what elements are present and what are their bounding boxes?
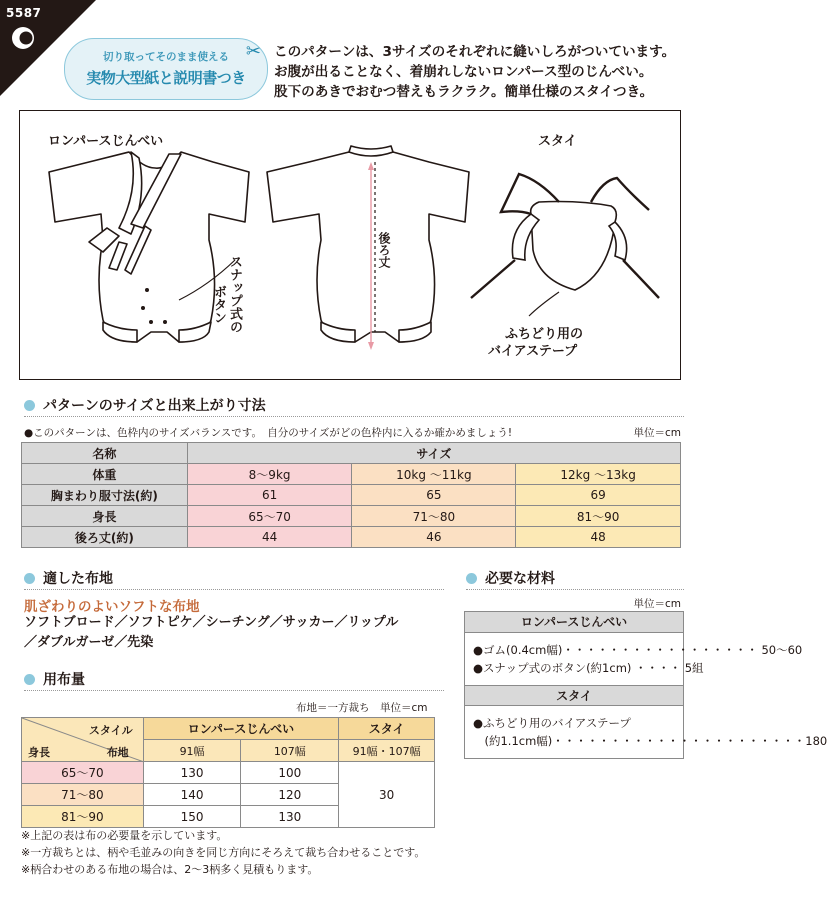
cell: 140	[143, 784, 241, 806]
size-heading-text: パターンのサイズと出来上がり寸法	[43, 398, 266, 414]
width-header: 91幅	[143, 740, 241, 762]
bib-yardage-cell: 30	[339, 762, 435, 828]
row-label: 胸まわり服寸法(約)	[22, 485, 188, 506]
section-divider	[466, 589, 684, 590]
intro-line: お腹が出ることなく、着崩れしないロンパース型のじんべい。	[274, 64, 653, 80]
fabric-list-line: ソフトブロード／ソフトピケ／シーチング／サッカー／リップル	[24, 615, 399, 630]
row-label: 身長	[22, 506, 188, 527]
size-note: ●このパターンは、色枠内のサイズバランスです。 自分のサイズがどの色枠内に入るか確かめましょう!	[24, 427, 513, 439]
size-unit: 単位＝cm	[633, 427, 681, 439]
cell: 48	[516, 527, 681, 548]
table-row	[22, 485, 681, 506]
corner-style-label: スタイル	[88, 724, 133, 737]
footnote: ※上記の表は布の必要量を示しています。	[21, 829, 228, 842]
romper-materials-header: ロンパースじんべい	[465, 612, 683, 633]
badge-subtitle: 切り取ってそのまま使える	[103, 51, 229, 63]
materials-unit: 単位＝cm	[633, 598, 681, 610]
bib-title: スタイ	[538, 134, 577, 149]
cell: 130	[143, 762, 241, 784]
material-item: ●ゴム(0.4cm幅)・・・・・・・・・・・・・・・・・ 50〜60	[473, 643, 803, 657]
yardage-unit: 布地＝一方裁ち 単位＝cm	[296, 702, 428, 714]
cell: 12kg 〜13kg	[516, 464, 681, 485]
badge-title: 実物大型紙と説明書つき	[86, 69, 246, 87]
cell: 46	[352, 527, 516, 548]
table-row	[22, 464, 681, 485]
bib-style-header: スタイ	[339, 718, 435, 740]
size-section-heading	[24, 395, 266, 415]
intro-line: 股下のあきでおむつ替えもラクラク。簡単仕様のスタイつき。	[274, 84, 654, 100]
bib-materials-list	[465, 706, 827, 758]
cell: 69	[516, 485, 681, 506]
height-cell: 65〜70	[22, 762, 144, 784]
table-row	[22, 527, 681, 548]
materials-heading-text: 必要な材料	[485, 571, 555, 587]
height-cell: 71〜80	[22, 784, 144, 806]
cell: 65〜70	[187, 506, 352, 527]
bullet-dot-icon	[24, 573, 35, 584]
width-header: 107幅	[241, 740, 339, 762]
bib	[531, 202, 617, 291]
bullet-dot-icon	[24, 400, 35, 411]
snap-dot	[141, 306, 145, 310]
cell: 81〜90	[516, 506, 681, 527]
snap-label	[210, 285, 226, 324]
cell: 130	[241, 806, 339, 828]
section-divider	[24, 690, 444, 691]
snap-dot	[145, 288, 149, 292]
materials-box	[464, 611, 827, 759]
size-table	[21, 442, 681, 548]
snap-dot	[163, 320, 167, 324]
cell: 100	[241, 762, 339, 784]
yardage-table	[21, 717, 435, 828]
yardage-section-heading	[24, 669, 85, 689]
bullet-dot-icon	[24, 674, 35, 685]
table-row	[22, 762, 435, 784]
cell: 65	[352, 485, 516, 506]
section-divider	[24, 589, 444, 590]
brand-logo-icon	[9, 24, 37, 52]
fabric-title: 肌ざわりのよいソフトな布地	[24, 599, 200, 615]
bullet-dot-icon	[466, 573, 477, 584]
section-divider	[24, 416, 684, 417]
material-item: (約1.1cm幅)・・・・・・・・・・・・・・・・・・・・・・180	[473, 734, 827, 748]
cell: 8〜9kg	[187, 464, 352, 485]
romper-materials-list	[465, 633, 803, 685]
bib-materials-header: スタイ	[465, 685, 683, 706]
romper-title: ロンパースじんべい	[48, 134, 164, 149]
cell: 71〜80	[352, 506, 516, 527]
materials-section-heading	[466, 568, 555, 588]
corner-fabric-label: 布地	[106, 746, 129, 759]
scissors-icon: ✂	[245, 41, 261, 62]
pattern-included-badge	[64, 38, 268, 100]
width-header: 91幅・107幅	[339, 740, 435, 762]
height-cell: 81〜90	[22, 806, 144, 828]
snap-label	[226, 255, 242, 333]
material-item: ●ふちどり用のバイアステープ	[473, 716, 631, 730]
intro-line: このパターンは、3サイズのそれぞれに縫いしろがついています。	[274, 44, 676, 60]
yardage-heading-text: 用布量	[43, 672, 85, 688]
snap-label-line: ボタン	[211, 285, 226, 324]
fabric-list	[24, 613, 444, 653]
intro-text	[274, 42, 694, 102]
snap-label-line: スナップ式の	[227, 255, 242, 333]
cell: 44	[187, 527, 352, 548]
size-table-header-size: サイズ	[187, 443, 680, 464]
yardage-corner-cell	[22, 718, 144, 762]
cell: 10kg 〜11kg	[352, 464, 516, 485]
footnote: ※一方裁ちとは、柄や毛並みの向きを同じ方向にそろえて裁ち合わせることです。	[21, 846, 426, 859]
fabric-section-heading	[24, 568, 113, 588]
bias-label-line: ふちどり用の	[505, 327, 584, 342]
snap-dot	[149, 320, 153, 324]
row-label: 体重	[22, 464, 188, 485]
back-length-label: 後ろ丈	[377, 232, 391, 268]
size-table-header-name: 名称	[22, 443, 188, 464]
fabric-heading-text: 適した布地	[43, 571, 113, 587]
cell: 150	[143, 806, 241, 828]
romper-style-header: ロンパースじんべい	[143, 718, 339, 740]
table-row	[22, 506, 681, 527]
product-number: 5587	[6, 6, 42, 20]
row-label: 後ろ丈(約)	[22, 527, 188, 548]
romper-back	[267, 152, 469, 342]
material-item: ●スナップ式のボタン(約1cm) ・・・・ 5組	[473, 661, 704, 675]
fabric-list-line: ／ダブルガーゼ／先染	[24, 635, 154, 650]
bias-label-line: バイアステープ	[488, 344, 578, 359]
footnote: ※柄合わせのある布地の場合は、2〜3柄多く見積もります。	[21, 863, 319, 876]
cell: 61	[187, 485, 352, 506]
cell: 120	[241, 784, 339, 806]
corner-height-label: 身長	[28, 746, 50, 759]
